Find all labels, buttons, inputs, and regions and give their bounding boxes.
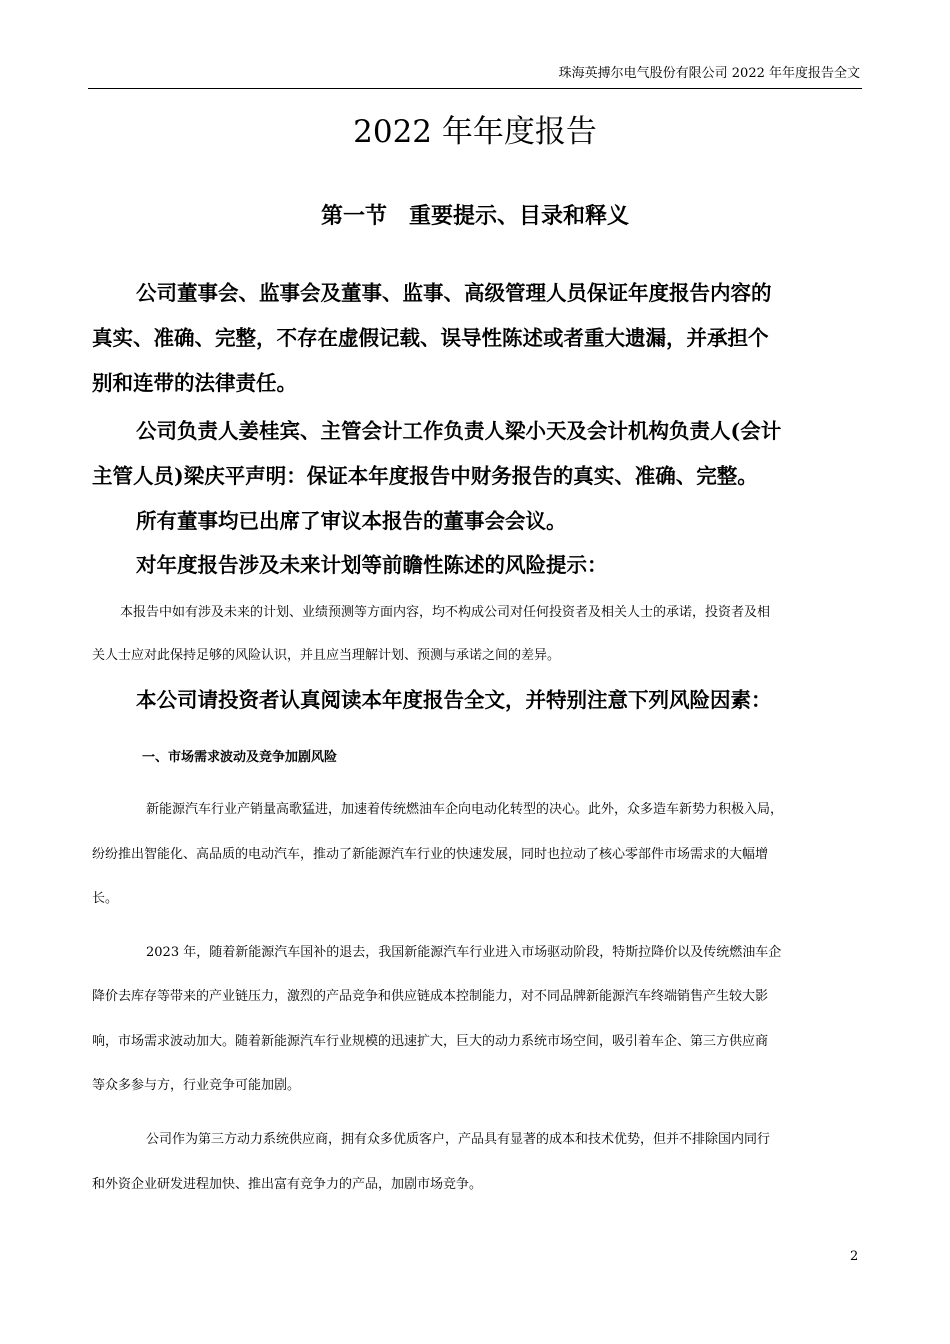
page-header: [88, 64, 862, 89]
paragraph-1-line-3: 长。: [92, 891, 119, 906]
paragraph-1-line-2: 纷纷推出智能化、高品质的电动汽车，推动了新能源汽车行业的快速发展，同时也拉动了核心零部件市场需求的大幅增: [92, 847, 769, 862]
directors-statement-line-1: 公司董事会、监事会及董事、监事、高级管理人员保证年度报告内容的: [136, 281, 772, 305]
paragraph-3-line-1: 公司作为第三方动力系统供应商，拥有众多优质客户，产品具有显著的成本和技术优势，但并不排除国内同行: [146, 1132, 771, 1147]
directors-statement-line-2: 真实、准确、完整，不存在虚假记载、误导性陈述或者重大遗漏，并承担个: [92, 326, 769, 350]
paragraph-2-line-3: 响，市场需求波动加大。随着新能源汽车行业规模的迅速扩大，巨大的动力系统市场空间，吸引着车企、第三方供应商: [92, 1034, 769, 1049]
risk-disclaimer-line-2: 关人士应对此保持足够的风险认识，并且应当理解计划、预测与承诺之间的差异。: [92, 648, 561, 663]
risk-heading: 对年度报告涉及未来计划等前瞻性陈述的风险提示：: [136, 553, 608, 577]
risk-section-heading: 一、市场需求波动及竞争加剧风险: [142, 750, 338, 765]
responsible-persons-line-1: 公司负责人姜桂宾、主管会计工作负责人梁小天及会计机构负责人(会计: [136, 419, 782, 443]
paragraph-2-line-4: 等众多参与方，行业竞争可能加剧。: [92, 1078, 301, 1093]
page-number: 2: [850, 1249, 859, 1264]
paragraph-3-line-2: 和外资企业研发进程加快、推出富有竞争力的产品，加剧市场竞争。: [92, 1177, 483, 1192]
paragraph-1-line-1: 新能源汽车行业产销量高歌猛进，加速着传统燃油车企向电动化转型的决心。此外，众多造车新势力积极入局，: [146, 802, 784, 817]
attendance-statement: 所有董事均已出席了审议本报告的董事会会议。: [136, 509, 567, 533]
paragraph-2-line-1: 2023 年，随着新能源汽车国补的退去，我国新能源汽车行业进入市场驱动阶段，特斯拉降价以及传统燃油车企: [146, 945, 782, 960]
document-title: 2022 年年度报告: [353, 114, 597, 150]
risk-disclaimer-line-1: 本报告中如有涉及未来的计划、业绩预测等方面内容，均不构成公司对任何投资者及相关人士的承诺，投资者及相: [120, 605, 771, 620]
running-header-title: 珠海英搏尔电气股份有限公司 2022 年年度报告全文: [558, 66, 860, 81]
investor-notice: 本公司请投资者认真阅读本年度报告全文，并特别注意下列风险因素：: [136, 688, 772, 712]
paragraph-2-line-2: 降价去库存等带来的产业链压力，激烈的产品竞争和供应链成本控制能力，对不同品牌新能源汽车终端销售产生较大影: [92, 989, 769, 1004]
responsible-persons-line-2: 主管人员)梁庆平声明：保证本年度报告中财务报告的真实、准确、完整。: [92, 464, 758, 488]
directors-statement-line-3: 别和连带的法律责任。: [92, 371, 297, 395]
section-title: 第一节 重要提示、目录和释义: [320, 203, 629, 229]
